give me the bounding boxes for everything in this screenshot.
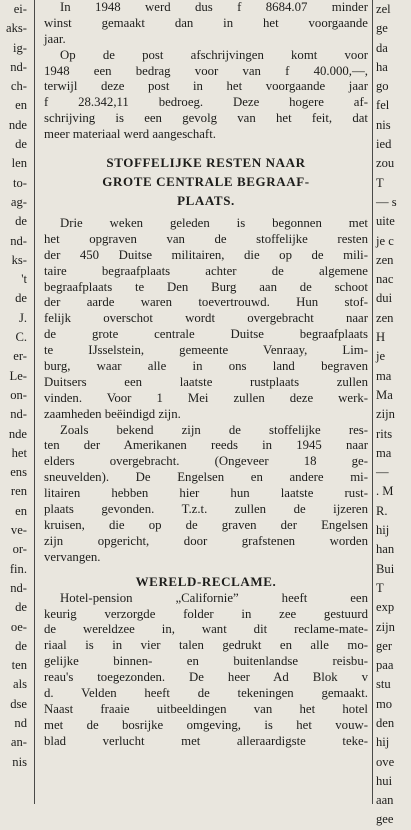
right-fragment: hij xyxy=(376,735,390,750)
text-line: te IJsselstein, gemeente Venraay, Lim- xyxy=(44,343,368,358)
article-intro xyxy=(44,0,368,143)
left-fragment: ag- xyxy=(10,194,27,209)
text-line: In 1948 werd dus f 8684.07 minder xyxy=(60,0,368,14)
headline-resten xyxy=(44,153,368,210)
text-line: keurig verzorgde folder in zee gestuurd xyxy=(44,606,368,621)
text-line: riaal is in vier talen gedrukt en alle mo- xyxy=(44,638,368,653)
right-fragment: exp xyxy=(376,600,395,615)
right-fragment: mo xyxy=(376,696,393,711)
right-fragment: ove xyxy=(376,754,395,769)
left-fragment: 't xyxy=(21,272,27,287)
text-line: schrijving is een gevolg van het feit, dat xyxy=(44,111,368,126)
text-line: der 450 Duitse militairen, die op de mili- xyxy=(44,247,368,262)
left-fragment: als xyxy=(13,677,27,692)
column-rule-left xyxy=(34,0,35,804)
text-line: litairen hebben hier hun laatste rust- xyxy=(44,486,368,501)
text-line: Op de post afschrijvingen komt voor xyxy=(60,47,368,62)
left-fragment: an- xyxy=(10,735,27,750)
left-fragment: ei- xyxy=(13,2,27,16)
right-fragment: paa xyxy=(376,658,394,673)
text-line: de wereldzee in, want dit reclame-mate- xyxy=(44,622,368,637)
text-line: burg, waar alle in ons land begraven xyxy=(44,359,368,374)
text-line: Drie weken geleden is begonnen met xyxy=(60,216,368,231)
text-line: het opgraven van de stoffelijke resten xyxy=(44,231,368,246)
text-line: ten der Amerikanen reeds in 1945 naar xyxy=(44,438,368,453)
right-fragment: gee xyxy=(376,812,394,827)
right-fragment: ma xyxy=(376,445,392,460)
text-line: d. Velden heeft de tekeningen gemaakt. xyxy=(44,685,368,700)
left-fragment: de xyxy=(15,291,27,306)
text-line: begraafplaats te Den Burg aan de schoot xyxy=(44,279,368,294)
right-fragment: go xyxy=(376,79,389,94)
text-line: Naast fraaie uitbeeldingen van het hotel xyxy=(44,701,368,716)
right-fragment: stu xyxy=(376,677,391,692)
right-fragment: H xyxy=(376,330,386,345)
left-fragment: nd- xyxy=(10,59,27,74)
right-fragment: Ma xyxy=(376,387,393,402)
right-fragment: zel xyxy=(376,2,391,16)
text-line: terwijl deze post in het voorgaande jaar xyxy=(44,79,368,94)
right-fragment: ma xyxy=(376,368,392,383)
left-fragment: J. xyxy=(18,310,27,325)
text-line: elders overgebracht. (Ongeveer 18 ge- xyxy=(44,454,368,469)
text-line: de grote centrale Duitse begraafplaats xyxy=(44,327,368,342)
article-resten xyxy=(44,153,368,566)
right-fragment: den xyxy=(376,715,395,730)
left-fragment: de xyxy=(15,214,27,229)
right-fragment: nis xyxy=(376,117,391,132)
text-line: Zoals bekend zijn de stoffelijke res- xyxy=(60,422,368,437)
text-line: winst gemaakt dan in het voorgaande xyxy=(44,15,368,30)
text-line: 1948 een bedrag voor van f 40.000,—, xyxy=(44,63,368,78)
left-fragment: nd- xyxy=(10,233,27,248)
right-fragment: hui xyxy=(376,773,393,788)
left-fragment: nd- xyxy=(10,407,27,422)
left-fragment: en xyxy=(15,98,27,113)
right-fragment: fel xyxy=(376,98,390,113)
right-fragment: T xyxy=(376,580,384,595)
left-fragment: de xyxy=(15,137,27,152)
text-line: kruisen, die op de graven der Engelsen xyxy=(44,517,368,532)
left-fragment: nde xyxy=(8,426,27,441)
text-line: f 28.342,11 bedroeg. Deze hogere af- xyxy=(44,95,368,110)
text-line: der aarde waren toevertrouwd. Hun stof- xyxy=(44,295,368,310)
text-line: Duitsers een laatste rustplaats zullen xyxy=(44,374,368,389)
text-line: blad verlucht met alleraardigste teke- xyxy=(44,733,368,748)
right-fragment: nac xyxy=(376,272,394,287)
left-fragment: on- xyxy=(10,387,27,402)
right-fragment: han xyxy=(376,542,395,557)
text-line: vervangen. xyxy=(44,549,101,564)
left-fragment: Le- xyxy=(9,368,27,383)
left-fragment: nd- xyxy=(10,580,27,595)
right-fragment: — s xyxy=(376,194,397,209)
left-fragment: aks- xyxy=(6,21,27,36)
text-line: plaats gevonden. T.z.t. zullen de ijzeren xyxy=(44,502,368,517)
text-line: met de bosrijke omgeving, is het vouw- xyxy=(44,717,368,732)
left-fragment: or- xyxy=(12,542,27,557)
text-line: jaar. xyxy=(44,31,66,46)
left-fragment: de xyxy=(15,600,27,615)
right-fragment: zijn xyxy=(376,407,395,422)
right-fragment: zijn xyxy=(376,619,395,634)
right-fragment: zen xyxy=(376,310,394,325)
right-fragment: dui xyxy=(376,291,393,306)
text-line: Hotel-pension „Californie” heeft een xyxy=(60,590,368,605)
left-fragment: nde xyxy=(8,117,27,132)
left-fragment: ten xyxy=(11,658,27,673)
text-line: taire begraafplaats achter de algemene xyxy=(44,263,368,278)
left-fragment: het xyxy=(11,445,27,460)
text-line: gelijke binnen- en buitenlandse reisbu- xyxy=(44,654,368,669)
left-fragment: ve- xyxy=(10,523,27,538)
left-column-fragments xyxy=(0,0,30,804)
left-fragment: ch- xyxy=(10,79,27,94)
right-fragment: ha xyxy=(376,59,388,74)
left-fragment: er- xyxy=(13,349,27,364)
right-column-fragments xyxy=(376,0,411,827)
text-line: sneuvelden). De Engelsen en andere mi- xyxy=(44,470,368,485)
right-fragment: — xyxy=(376,465,389,480)
left-fragment: fin. xyxy=(9,561,27,576)
left-fragment: C. xyxy=(15,330,27,345)
left-fragment: ks- xyxy=(11,252,27,267)
left-fragment: ren xyxy=(10,484,27,499)
right-fragment: ied xyxy=(376,137,392,152)
text-line: reau's toegezonden. De heer Ad Blok v xyxy=(44,670,368,685)
right-fragment: rits xyxy=(376,426,393,441)
column-rule-right xyxy=(372,0,373,804)
article-body-reclame xyxy=(44,591,368,750)
left-fragment: ig- xyxy=(13,40,27,55)
right-fragment: ger xyxy=(376,638,393,653)
right-fragment: hij xyxy=(376,523,390,538)
right-fragment: zen xyxy=(376,252,394,267)
right-fragment: zou xyxy=(376,156,395,171)
left-fragment: nd xyxy=(14,715,27,730)
text-line: zaamheden beëindigd zijn. xyxy=(44,406,181,421)
left-fragment: en xyxy=(15,503,27,518)
right-fragment: je xyxy=(376,349,386,364)
headline-reclame: WERELD-RECLAME. xyxy=(135,573,277,589)
text-line: zijn opgericht, door grafstenen worden xyxy=(44,533,368,548)
headline-line: STOFFELIJKE RESTEN NAAR xyxy=(106,155,306,171)
left-fragment: oe- xyxy=(10,619,27,634)
article-reclame xyxy=(44,572,368,750)
headline-line: GROTE CENTRALE BEGRAAF- xyxy=(102,174,310,190)
right-fragment: ge xyxy=(376,21,388,36)
left-fragment: dse xyxy=(10,696,27,711)
main-column xyxy=(44,0,368,804)
right-fragment: je c xyxy=(376,233,394,248)
text-line: meer materiaal werd aangeschaft. xyxy=(44,127,216,142)
left-fragment: len xyxy=(11,156,27,171)
left-fragment: de xyxy=(15,638,27,653)
right-fragment: Bui xyxy=(376,561,395,576)
left-fragment: ens xyxy=(10,465,27,480)
right-fragment: T xyxy=(376,175,384,190)
article-body-resten xyxy=(44,216,368,566)
headline-line: PLAATS. xyxy=(177,193,235,209)
right-fragment: da xyxy=(376,40,388,55)
left-fragment: to- xyxy=(13,175,27,190)
text-line: vinden. Voor 1 Mei zullen deze werk- xyxy=(44,390,368,405)
right-fragment: uite xyxy=(376,214,395,229)
left-fragment: nis xyxy=(12,754,27,769)
text-line: felijk overschot wordt overgebracht naar xyxy=(44,311,368,326)
right-fragment: . M xyxy=(376,484,394,499)
right-fragment: aan xyxy=(376,793,394,808)
right-fragment: R. xyxy=(376,503,388,518)
